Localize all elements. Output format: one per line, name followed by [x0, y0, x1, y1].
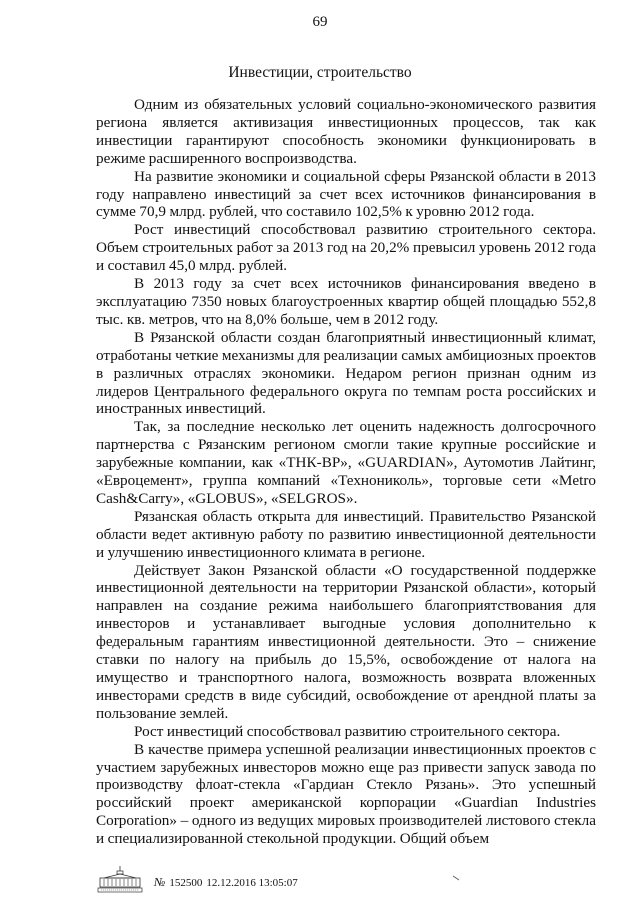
paragraph: Одним из обязательных условий социально-экономического развития региона является активизация инвестиционных процессов, так как инвестиции гарантируют способность экономики функционировать в режиме расширенного воспроизводства.	[96, 96, 596, 167]
paragraph: Рост инвестиций способствовал развитию строительного сектора. Объем строительных работ за 2013 год на 20,2% превысил уровень 2012 года и составил 45,0 млрд. рублей.	[96, 221, 596, 275]
paragraph: В качестве примера успешной реализации инвестиционных проектов с участием зарубежных инвесторов можно еще раз привести запуск завода по производству флоат-стекла «Гардиан Стекло Рязань». Это успешный российский проект американской корпорации «Guardian Industries Corporation» – одного из ведущих мировых производителей листового стекла и специализированной стекольной продукции. Общий объем	[96, 740, 596, 848]
paragraph: Так, за последние несколько лет оценить надежность долгосрочного партнерства с Рязанским регионом смогли такие крупные российские и зарубежные компании, как «ТНК-BP», «GUARDIAN», Аутомотив Лайтинг, «Евроцемент», группа компаний «Технониколь», торговые сети «Metro Cash&Carry», «GLOBUS», «SELGROS».	[96, 418, 596, 507]
paragraph: Рост инвестиций способствовал развитию строительного сектора.	[134, 722, 561, 740]
document-number: 152500	[169, 876, 203, 889]
paragraph: Действует Закон Рязанской области «О государственной поддержке инвестиционной деятельности на территории Рязанской области», который направлен на создание режима наибольшего благоприятствования для инвесторов и устанавливает выгодные условия дополнительно к федеральным гарантиям инвестиционной деятельности. Это – снижение ставки по налогу на прибыль до 15,5%, освобождение от налога на имущество и транспортного налога, возможность возврата вложенных инвесторами средств в виде субсидий, освобождение от арендной платы за пользование землей.	[96, 561, 596, 722]
document-registration-mark	[154, 875, 298, 893]
number-sign: №	[154, 875, 166, 889]
page-number: 69	[312, 14, 328, 30]
document-body	[96, 96, 596, 848]
scan-artifact-mark	[452, 873, 460, 884]
section-heading: Инвестиции, строительство	[228, 64, 412, 81]
paragraph: На развитие экономики и социальной сферы Рязанской области в 2013 году направлено инвестиций за счет всех источников финансирования в сумме 70,9 млрд. рублей, что составило 102,5% к уровню 2012 года.	[96, 167, 596, 221]
paragraph: Рязанская область открыта для инвестиций. Правительство Рязанской области ведет активную работу по развитию инвестиционной деятельности и улучшению инвестиционного климата в регионе.	[96, 507, 596, 561]
paragraph: В 2013 году за счет всех источников финансирования введено в эксплуатацию 7350 новых благоустроенных квартир общей площадью 552,8 тыс. кв. метров, что на 8,0% больше, чем в 2012 году.	[96, 275, 596, 328]
state-duma-building-icon	[96, 865, 144, 893]
document-footer	[96, 863, 298, 893]
paragraph: В Рязанской области создан благоприятный инвестиционный климат, отработаны четкие механизмы для реализации самых амбициозных проектов в различных отраслях экономики. Недаром регион признан одним из лидеров Центрального федерального округа по темпам роста российских и иностранных инвестиций.	[96, 328, 596, 418]
document-timestamp: 12.12.2016 13:05:07	[206, 876, 298, 889]
